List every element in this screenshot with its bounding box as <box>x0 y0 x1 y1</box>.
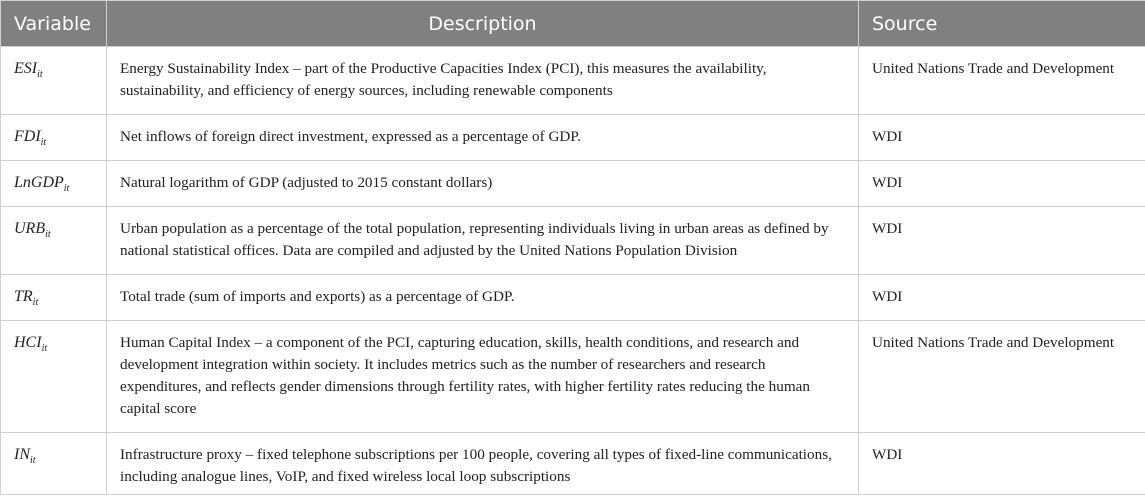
variable-symbol: LnGDP <box>14 174 64 191</box>
table-row <box>1 47 1145 115</box>
description-cell: Human Capital Index – a component of the PCI, capturing education, skills, health conditions, and research and development integration within society. It includes metrics such as the number of researchers and research expenditures, and reflects gender dimensions through fertility rates, with higher fertility rates reducing the human capital score <box>107 321 859 433</box>
table-header <box>1 1 1145 47</box>
variable-symbol: FDI <box>14 128 41 145</box>
table-row <box>1 161 1145 207</box>
table-row <box>1 115 1145 161</box>
variable-subscript: it <box>40 137 47 148</box>
table-row <box>1 321 1145 433</box>
variable-subscript: it <box>63 183 70 194</box>
header-description: Description <box>107 1 859 47</box>
description-cell: Urban population as a percentage of the total population, representing individuals living in urban areas as defined by national statistical offices. Data are compiled and adjusted by the United Nations Population Division <box>107 207 859 275</box>
variable-subscript: it <box>41 343 48 354</box>
variable-subscript: it <box>45 229 51 240</box>
variable-subscript: it <box>32 297 39 308</box>
description-cell: Energy Sustainability Index – part of the Productive Capacities Index (PCI), this measures the availability, sustainability, and efficiency of energy sources, including renewable components <box>107 47 859 115</box>
source-cell: United Nations Trade and Development <box>859 321 1145 433</box>
variable-cell <box>1 207 107 275</box>
variable-symbol: HCI <box>14 334 42 351</box>
variable-symbol: IN <box>14 446 30 463</box>
header-variable: Variable <box>1 1 107 47</box>
source-cell: United Nations Trade and Development <box>859 47 1145 115</box>
variable-subscript: it <box>37 69 43 80</box>
source-cell: WDI <box>859 207 1145 275</box>
description-cell: Infrastructure proxy – fixed telephone subscriptions per 100 people, covering all types of fixed-line communications, including analogue lines, VoIP, and fixed wireless local loop subscriptions <box>107 433 859 495</box>
variable-symbol: URB <box>14 220 46 237</box>
header-source: Source <box>859 1 1145 47</box>
variable-cell <box>1 275 107 321</box>
source-cell: WDI <box>859 433 1145 495</box>
variable-cell <box>1 433 107 495</box>
table-row <box>1 207 1145 275</box>
variable-cell <box>1 115 107 161</box>
variable-cell <box>1 161 107 207</box>
variable-subscript: it <box>30 455 36 466</box>
source-cell: WDI <box>859 161 1145 207</box>
variable-symbol: TR <box>14 288 33 305</box>
variable-cell <box>1 47 107 115</box>
description-cell: Total trade (sum of imports and exports) as a percentage of GDP. <box>107 275 859 321</box>
table-body <box>1 47 1145 495</box>
header-row <box>1 1 1145 47</box>
description-cell: Natural logarithm of GDP (adjusted to 2015 constant dollars) <box>107 161 859 207</box>
table-row <box>1 433 1145 495</box>
variable-cell <box>1 321 107 433</box>
source-cell: WDI <box>859 115 1145 161</box>
source-cell: WDI <box>859 275 1145 321</box>
table-row <box>1 275 1145 321</box>
variable-symbol: ESI <box>14 60 38 77</box>
description-cell: Net inflows of foreign direct investment, expressed as a percentage of GDP. <box>107 115 859 161</box>
